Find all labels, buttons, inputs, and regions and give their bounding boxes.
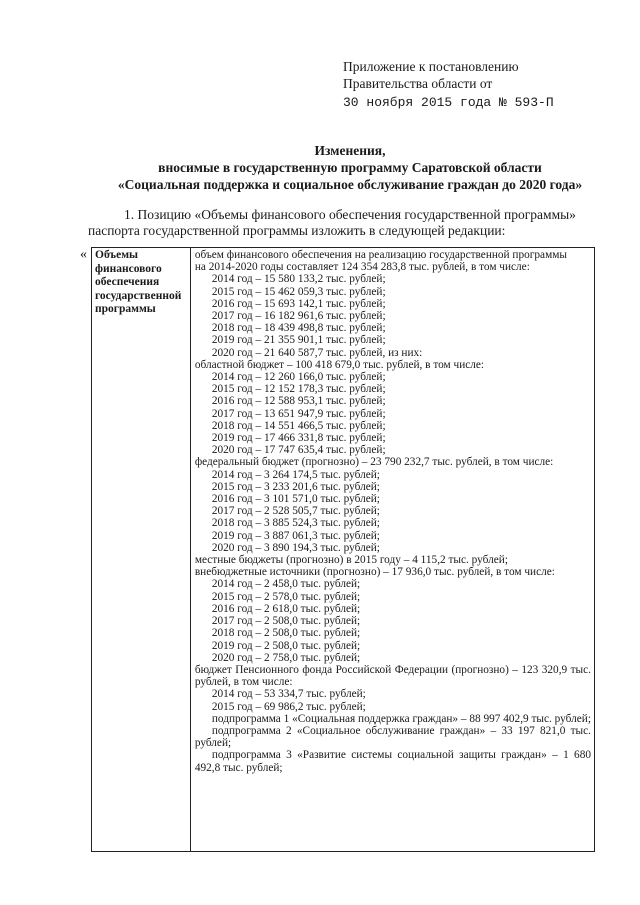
content-line: 2014 год – 2 458,0 тыс. рублей;	[211, 578, 361, 591]
content-line: 2014 год – 12 260 166,0 тыс. рублей;	[211, 371, 386, 384]
content-line: 2014 год – 15 580 133,2 тыс. рублей;	[211, 273, 386, 286]
document-heading	[60, 142, 640, 193]
content-line: 2020 год – 3 890 194,3 тыс. рублей;	[211, 541, 380, 554]
heading-line-1: Изменения,	[314, 143, 386, 158]
row-label: Объемы финансового обеспечения государственной программы	[92, 248, 191, 852]
table-row	[92, 248, 595, 852]
content-line: подпрограмма 3 «Развитие системы социальной защиты граждан» – 1 680 492,8 тыс. рублей;	[194, 749, 591, 774]
appendix-note	[343, 58, 554, 111]
content-line: 2016 год – 12 588 953,1 тыс. рублей;	[211, 395, 386, 408]
content-line: 2020 год – 17 747 635,4 тыс. рублей;	[211, 444, 386, 457]
content-line: местные бюджеты (прогнозно) в 2015 году – 4 115,2 тыс. рублей;	[194, 554, 508, 567]
content-line: 2015 год – 12 152 178,3 тыс. рублей;	[211, 383, 386, 396]
content-line: 2019 год – 3 887 061,3 тыс. рублей;	[211, 529, 380, 542]
appendix-line-2: Правительства области от	[343, 76, 493, 91]
content-line: 2019 год – 17 466 331,8 тыс. рублей;	[211, 432, 386, 445]
content-line: 2017 год – 16 182 961,6 тыс. рублей;	[211, 310, 386, 323]
content-line: 2015 год – 2 578,0 тыс. рублей;	[211, 590, 361, 603]
content-line: подпрограмма 1 «Социальная поддержка граждан» – 88 997 402,9 тыс. рублей;	[211, 712, 591, 725]
content-line: 2015 год – 69 986,2 тыс. рублей;	[211, 700, 366, 713]
content-line: областной бюджет – 100 418 679,0 тыс. рублей, в том числе:	[194, 358, 485, 371]
content-line: 2018 год – 3 885 524,3 тыс. рублей;	[211, 517, 380, 530]
content-line: объем финансового обеспечения на реализацию государственной программы	[194, 249, 567, 261]
content-line: на 2014-2020 годы составляет 124 354 283,8 тыс. рублей, в том числе:	[194, 261, 530, 274]
heading-line-2: вносимые в государственную программу Саратовской области	[158, 160, 542, 175]
content-line: 2020 год – 21 640 587,7 тыс. рублей, из них:	[211, 346, 423, 359]
intro-paragraph: 1. Позицию «Объемы финансового обеспечения государственной программы» паспорта государственной программы изложить в следующей редакции:	[88, 207, 576, 238]
resolution-date-number: 30 ноября 2015 года № 593-П	[343, 95, 554, 110]
appendix-line-1: Приложение к постановлению	[343, 59, 519, 74]
content-line: 2016 год – 3 101 571,0 тыс. рублей;	[211, 493, 380, 506]
content-line: бюджет Пенсионного фонда Российской Федерации (прогнозно) – 123 320,9 тыс. рублей, в том числе:	[194, 663, 591, 689]
content-line: 2017 год – 2 528 505,7 тыс. рублей;	[211, 505, 380, 518]
row-content	[190, 248, 594, 852]
content-line: 2015 год – 3 233 201,6 тыс. рублей;	[211, 480, 380, 493]
content-line: 2018 год – 14 551 466,5 тыс. рублей;	[211, 419, 386, 432]
opening-quote: «	[80, 247, 87, 262]
content-line: 2018 год – 18 439 498,8 тыс. рублей;	[211, 322, 386, 335]
content-line: 2015 год – 15 462 059,3 тыс. рублей;	[211, 285, 386, 298]
content-line: 2016 год – 2 618,0 тыс. рублей;	[211, 602, 361, 615]
content-line: подпрограмма 2 «Социальное обслуживание граждан» – 33 197 821,0 тыс. рублей;	[194, 724, 591, 750]
content-line: 2019 год – 2 508,0 тыс. рублей;	[211, 639, 361, 652]
content-line: 2020 год – 2 758,0 тыс. рублей;	[211, 651, 361, 664]
heading-line-3: «Социальная поддержка и социальное обслуживание граждан до 2020 года»	[117, 177, 583, 192]
content-line: 2016 год – 15 693 142,1 тыс. рублей;	[211, 297, 386, 310]
content-line: 2018 год – 2 508,0 тыс. рублей;	[211, 627, 361, 640]
content-line: 2017 год – 2 508,0 тыс. рублей;	[211, 615, 361, 628]
content-line: внебюджетные источники (прогнозно) – 17 936,0 тыс. рублей, в том числе:	[194, 566, 555, 579]
content-line: 2014 год – 53 334,7 тыс. рублей;	[211, 688, 366, 701]
content-line: федеральный бюджет (прогнозно) – 23 790 232,7 тыс. рублей, в том числе:	[194, 456, 554, 469]
content-line: 2014 год – 3 264 174,5 тыс. рублей;	[211, 468, 380, 481]
content-line: 2019 год – 21 355 901,1 тыс. рублей;	[211, 334, 386, 347]
content-line: 2017 год – 13 651 947,9 тыс. рублей;	[211, 407, 386, 420]
passport-table	[91, 247, 595, 852]
